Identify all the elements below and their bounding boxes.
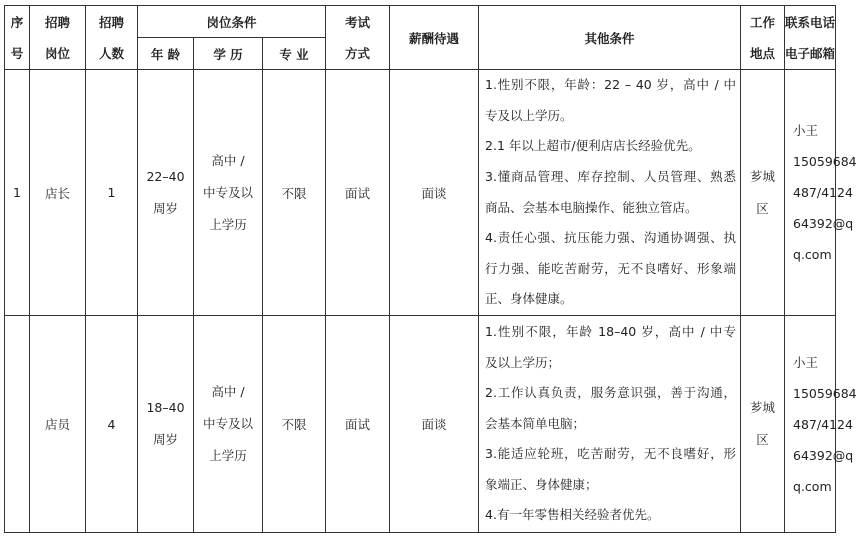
header-salary: 薪酬待遇 xyxy=(390,6,479,70)
cell-count: 4 xyxy=(86,316,138,533)
condition-line: 象端正、身体健康； xyxy=(485,476,598,492)
header-education: 学 历 xyxy=(194,38,263,70)
condition-line: 1.性别不限，年龄：22 – 40 岁，高中 / 中 xyxy=(485,77,737,93)
header-age: 年 龄 xyxy=(138,38,194,70)
condition-line: 3.懂商品管理、库存控制、人员管理、熟悉 xyxy=(485,168,737,184)
header-location: 工作 地点 xyxy=(741,6,785,70)
cell-education: 高中 / 中专及以 上学历 xyxy=(194,70,263,316)
condition-line: 行力强、能吃苦耐劳，无不良嗜好、形象端 xyxy=(485,260,737,276)
cell-location: 芗城 区 xyxy=(741,70,785,316)
condition-line: 专及以上学历。 xyxy=(485,107,573,123)
condition-line: 2.工作认真负责，服务意识强，善于沟通， xyxy=(485,385,737,401)
condition-line: 正、身体健康。 xyxy=(485,291,573,307)
cell-age: 22–40 周岁 xyxy=(138,70,194,316)
cell-count: 1 xyxy=(86,70,138,316)
table-row xyxy=(5,70,836,316)
header-exam: 考试 方式 xyxy=(326,6,390,70)
recruitment-table xyxy=(4,5,857,533)
cell-seq xyxy=(5,316,30,533)
cell-salary: 面谈 xyxy=(390,70,479,316)
condition-line: 4.有一年零售相关经验者优先。 xyxy=(485,507,660,523)
cell-seq: 1 xyxy=(5,70,30,316)
cell-contact: 小王 15059684 487/4124 64392@q q.com xyxy=(785,316,836,533)
header-seq: 序 号 xyxy=(5,6,30,70)
cell-position: 店员 xyxy=(30,316,86,533)
cell-age: 18–40 周岁 xyxy=(138,316,194,533)
condition-line: 3.能适应轮班，吃苦耐劳，无不良嗜好，形 xyxy=(485,446,737,462)
condition-line: 4.责任心强、抗压能力强、沟通协调强、执 xyxy=(485,230,737,246)
condition-line: 2.1 年以上超市/便利店店长经验优先。 xyxy=(485,138,701,154)
header-major: 专 业 xyxy=(263,38,326,70)
header-row-1 xyxy=(5,6,836,38)
header-position: 招聘 岗位 xyxy=(30,6,86,70)
cell-location: 芗城 区 xyxy=(741,316,785,533)
cell-exam: 面试 xyxy=(326,316,390,533)
cell-other-conditions xyxy=(479,316,741,533)
cell-position: 店长 xyxy=(30,70,86,316)
condition-line: 会基本简单电脑； xyxy=(485,415,586,431)
header-contact: 联系电话 电子邮箱 xyxy=(785,6,836,70)
cell-contact: 小王 15059684 487/4124 64392@q q.com xyxy=(785,70,836,316)
header-conditions: 岗位条件 xyxy=(138,6,326,38)
condition-line: 1.性别不限，年龄 18–40 岁，高中 / 中专 xyxy=(485,323,737,339)
header-other: 其他条件 xyxy=(479,6,741,70)
header-count: 招聘 人数 xyxy=(86,6,138,70)
cell-education: 高中 / 中专及以 上学历 xyxy=(194,316,263,533)
table-row xyxy=(5,316,836,533)
cell-other-conditions xyxy=(479,70,741,316)
recruitment-table-container xyxy=(4,5,857,533)
cell-exam: 面试 xyxy=(326,70,390,316)
cell-major: 不限 xyxy=(263,316,326,533)
cell-salary: 面谈 xyxy=(390,316,479,533)
condition-line: 商品、会基本电脑操作、能独立管店。 xyxy=(485,199,698,215)
cell-major: 不限 xyxy=(263,70,326,316)
condition-line: 及以上学历； xyxy=(485,354,561,370)
